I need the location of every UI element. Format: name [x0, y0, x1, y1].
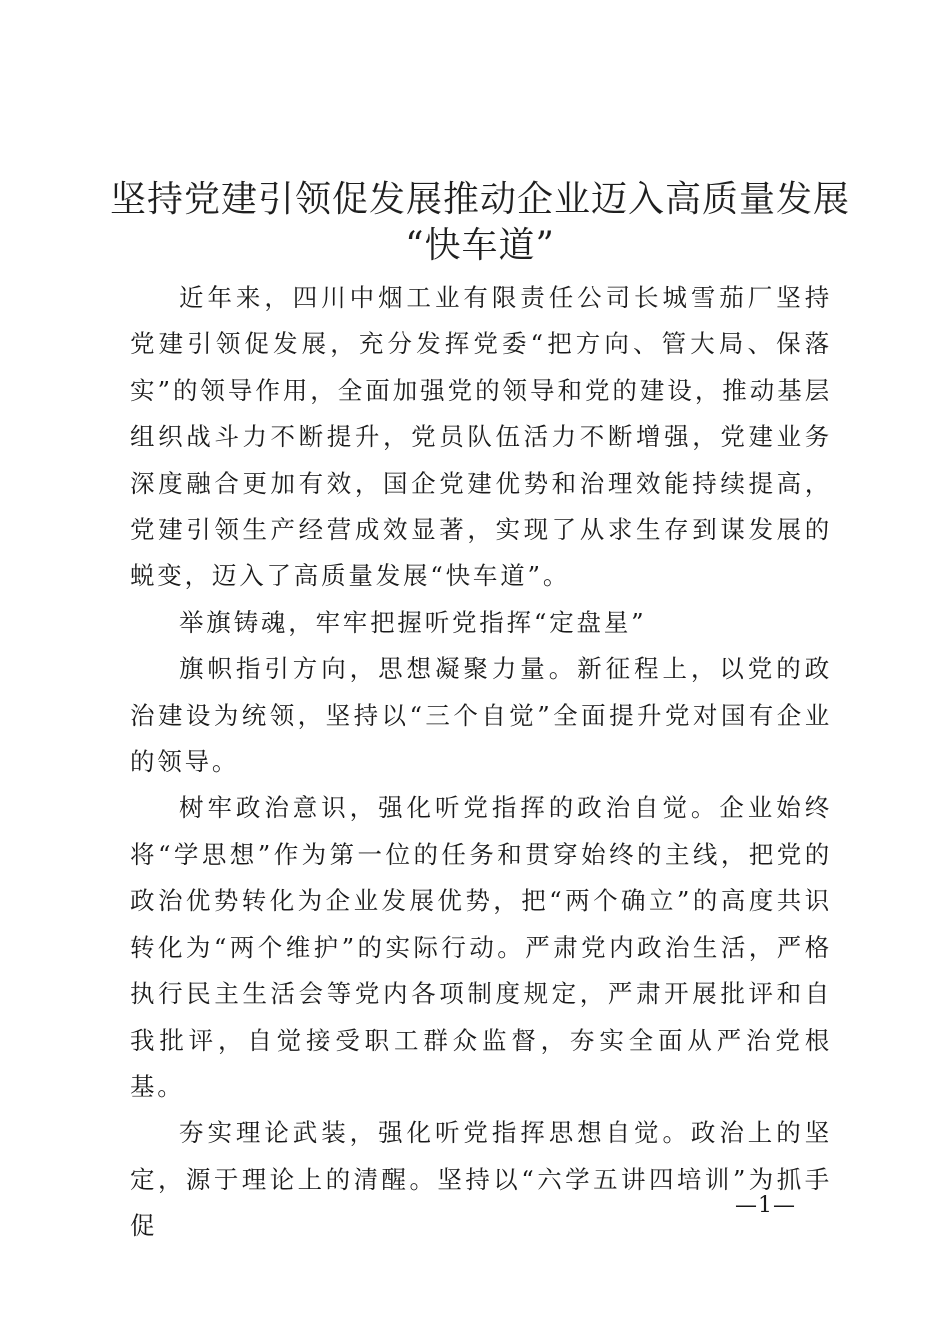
- paragraph-theory: 夯实理论武装，强化听党指挥思想自觉。政治上的坚定，源于理论上的清醒。坚持以“六学五讲四培训”为抓手促: [130, 1118, 832, 1241]
- section-heading: 举旗铸魂，牢牢把握听党指挥“定盘星”: [179, 607, 647, 637]
- document-body: [130, 275, 832, 1250]
- paragraph-intro: 近年来，四川中烟工业有限责任公司长城雪茄厂坚持党建引领促发展，充分发挥党委“把方向、管大局、保落实”的领导作用，全面加强党的领导和党的建设，推动基层组织战斗力不断提升，党员队伍活力不断增强，党建业务深度融合更加有效，国企党建优势和治理效能持续提高，党建引领生产经营成效显著，实现了从求生存到谋发展的蜕变，迈入了高质量发展“快车道”。: [130, 283, 832, 591]
- paragraph-section-intro: 旗帜指引方向，思想凝聚力量。新征程上，以党的政治建设为统领，坚持以“三个自觉”全面提升党对国有企业的领导。: [130, 654, 832, 777]
- paragraph-political-awareness: 树牢政治意识，强化听党指挥的政治自觉。企业始终将“学思想”作为第一位的任务和贯穿始终的主线，把党的政治优势转化为企业发展优势，把“两个确立”的高度共识转化为“两个维护”的实际行动。严肃党内政治生活，严格执行民主生活会等党内各项制度规定，严肃开展批评和自我批评，自觉接受职工群众监督，夯实全面从严治党根基。: [130, 793, 832, 1101]
- page-number: —1—: [735, 1193, 796, 1218]
- title-line-2: “快车道”: [405, 225, 555, 266]
- title-line-1: 坚持党建引领促发展推动企业迈入高质量发展: [110, 179, 851, 220]
